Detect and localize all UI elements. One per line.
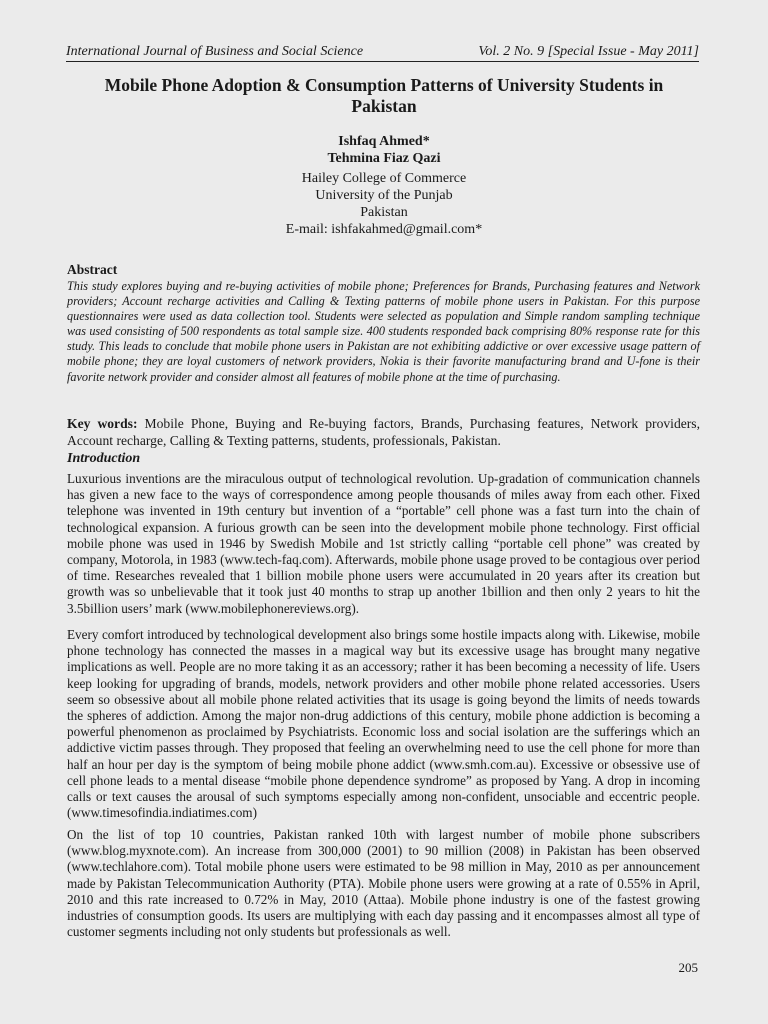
intro-paragraph-2: Every comfort introduced by technological development also brings some hostile impacts along with. Likewise, mobile phone technology has connected the masses in a magical way but its excessive usage has brought many negative implications as well. People are no more taking it as an accessory; rather it has been becoming a necessity of life. Users keep looking for upgrading of brands, models, network providers and other mobile phone related accessories. Users seem so obsessive about all mobile phone related activities that its usage is going beyond the limits of needs towards the spheres of addiction. Among the major non-drug addictions of this century, mobile phone addiction is becoming a powerful phenomenon as proclaimed by Psychiatrists. Economic loss and social isolation are the sufferings which an addictive victim passes through. They proposed that feeling an overwhelming need to use the cell phone for more than half an hour per day is the symptom of being mobile phone addict (www.smh.com.au). Excessive or obsessive use of cell phone leads to a mental disease “mobile phone dependence syndrome” as proposed by Yang. A drop in incoming calls or text causes the arousal of such symptoms especially among non-confident, unsociable and eccentric people. (www.timesofindia.indiatimes.com) [67, 627, 700, 821]
page-number: 205 [678, 960, 698, 975]
affiliation-line: Pakistan [360, 205, 408, 220]
abstract-text: This study explores buying and re-buying activities of mobile phone; Preferences for Brands, Purchasing features and Network providers; Account recharge activities and Calling & Texting patterns of mobile phone users in Pakistan. For this purpose questionnaires were used as data collection tool. Students were selected as population and Simple random sampling technique was used consisting of 500 respondents as total sample size. 400 students responded back comprising 80% response rate for this study. This leads to conclude that mobile phone users in Pakistan are not exhibiting addictive or over excessive usage pattern of mobile phone; they are loyal customers of network providers, Nokia is their favorite manufacturing brand and U-fone is their favorite network provider and consider almost all features of mobile phone at the time of purchasing. [67, 279, 700, 384]
author-email: E-mail: ishfakahmed@gmail.com* [285, 222, 483, 237]
intro-paragraph-1: Luxurious inventions are the miraculous output of technological revolution. Up-gradation of communication channels has given a new face to the ways of correspondence among people thousands of miles away from each other. Fixed telephone was invented in 19th century but invention of a “portable” cell phone was a fast turn into the chain of technological expansion. A furious growth can be seen into the development mobile phone technology. First official mobile phone was used in 1946 by Swedish Mobile and 1st strictly calling “portable cell phone” was created by company, Motorola, in 1983 (www.tech-faq.com). Afterwards, mobile phone usage proved to be contagious over period of time. Researches revealed that 1 billion mobile phone users were accumulated in 20 years after its creation but growth was so unbelievable that it took just 40 months to strap up another 1billion and then only 2 years to hit the 3.5billion users’ mark (www.mobilephonereviews.org). [67, 471, 700, 616]
running-header [66, 44, 699, 62]
author-name: Tehmina Fiaz Qazi [327, 151, 441, 166]
keywords-label: Key words: [67, 416, 138, 431]
intro-paragraph-3: On the list of top 10 countries, Pakistan ranked 10th with largest number of mobile phone subscribers (www.blog.myxnote.com). An increase from 300,000 (2001) to 90 million (2008) in Pakistan has been observed (www.techlahore.com). Total mobile phone users were estimated to be 98 million in May, 2010 as per announcement made by Pakistan Telecommunication Authority (PTA). Mobile phone users were growing at a rate of 0.55% in April, 2010 and this rate increased to 0.72% in May, 2010 (Attaa). Mobile phone industry is one of the fastest growing industries of consumption goods. Its users are multiplying with each day passing and it encompasses almost all type of customer segments including not only students but professionals as well. [67, 827, 700, 940]
issue-info: Vol. 2 No. 9 [Special Issue - May 2011] [478, 44, 699, 59]
author-name: Ishfaq Ahmed* [338, 134, 430, 149]
affiliation-line: University of the Punjab [315, 188, 453, 203]
affiliation [0, 170, 768, 238]
keywords [67, 415, 700, 449]
author-list [0, 133, 768, 167]
journal-name: International Journal of Business and Social Science [66, 44, 364, 59]
affiliation-line: Hailey College of Commerce [301, 171, 467, 186]
abstract-heading: Abstract [67, 262, 118, 277]
introduction-heading: Introduction [67, 451, 141, 466]
paper-title: Mobile Phone Adoption & Consumption Patterns of University Students in Pakistan [104, 75, 664, 116]
keywords-text: Mobile Phone, Buying and Re-buying factors, Brands, Purchasing features, Network providers, Account recharge, Calling & Texting patterns, students, professionals, Pakistan. [67, 416, 701, 448]
